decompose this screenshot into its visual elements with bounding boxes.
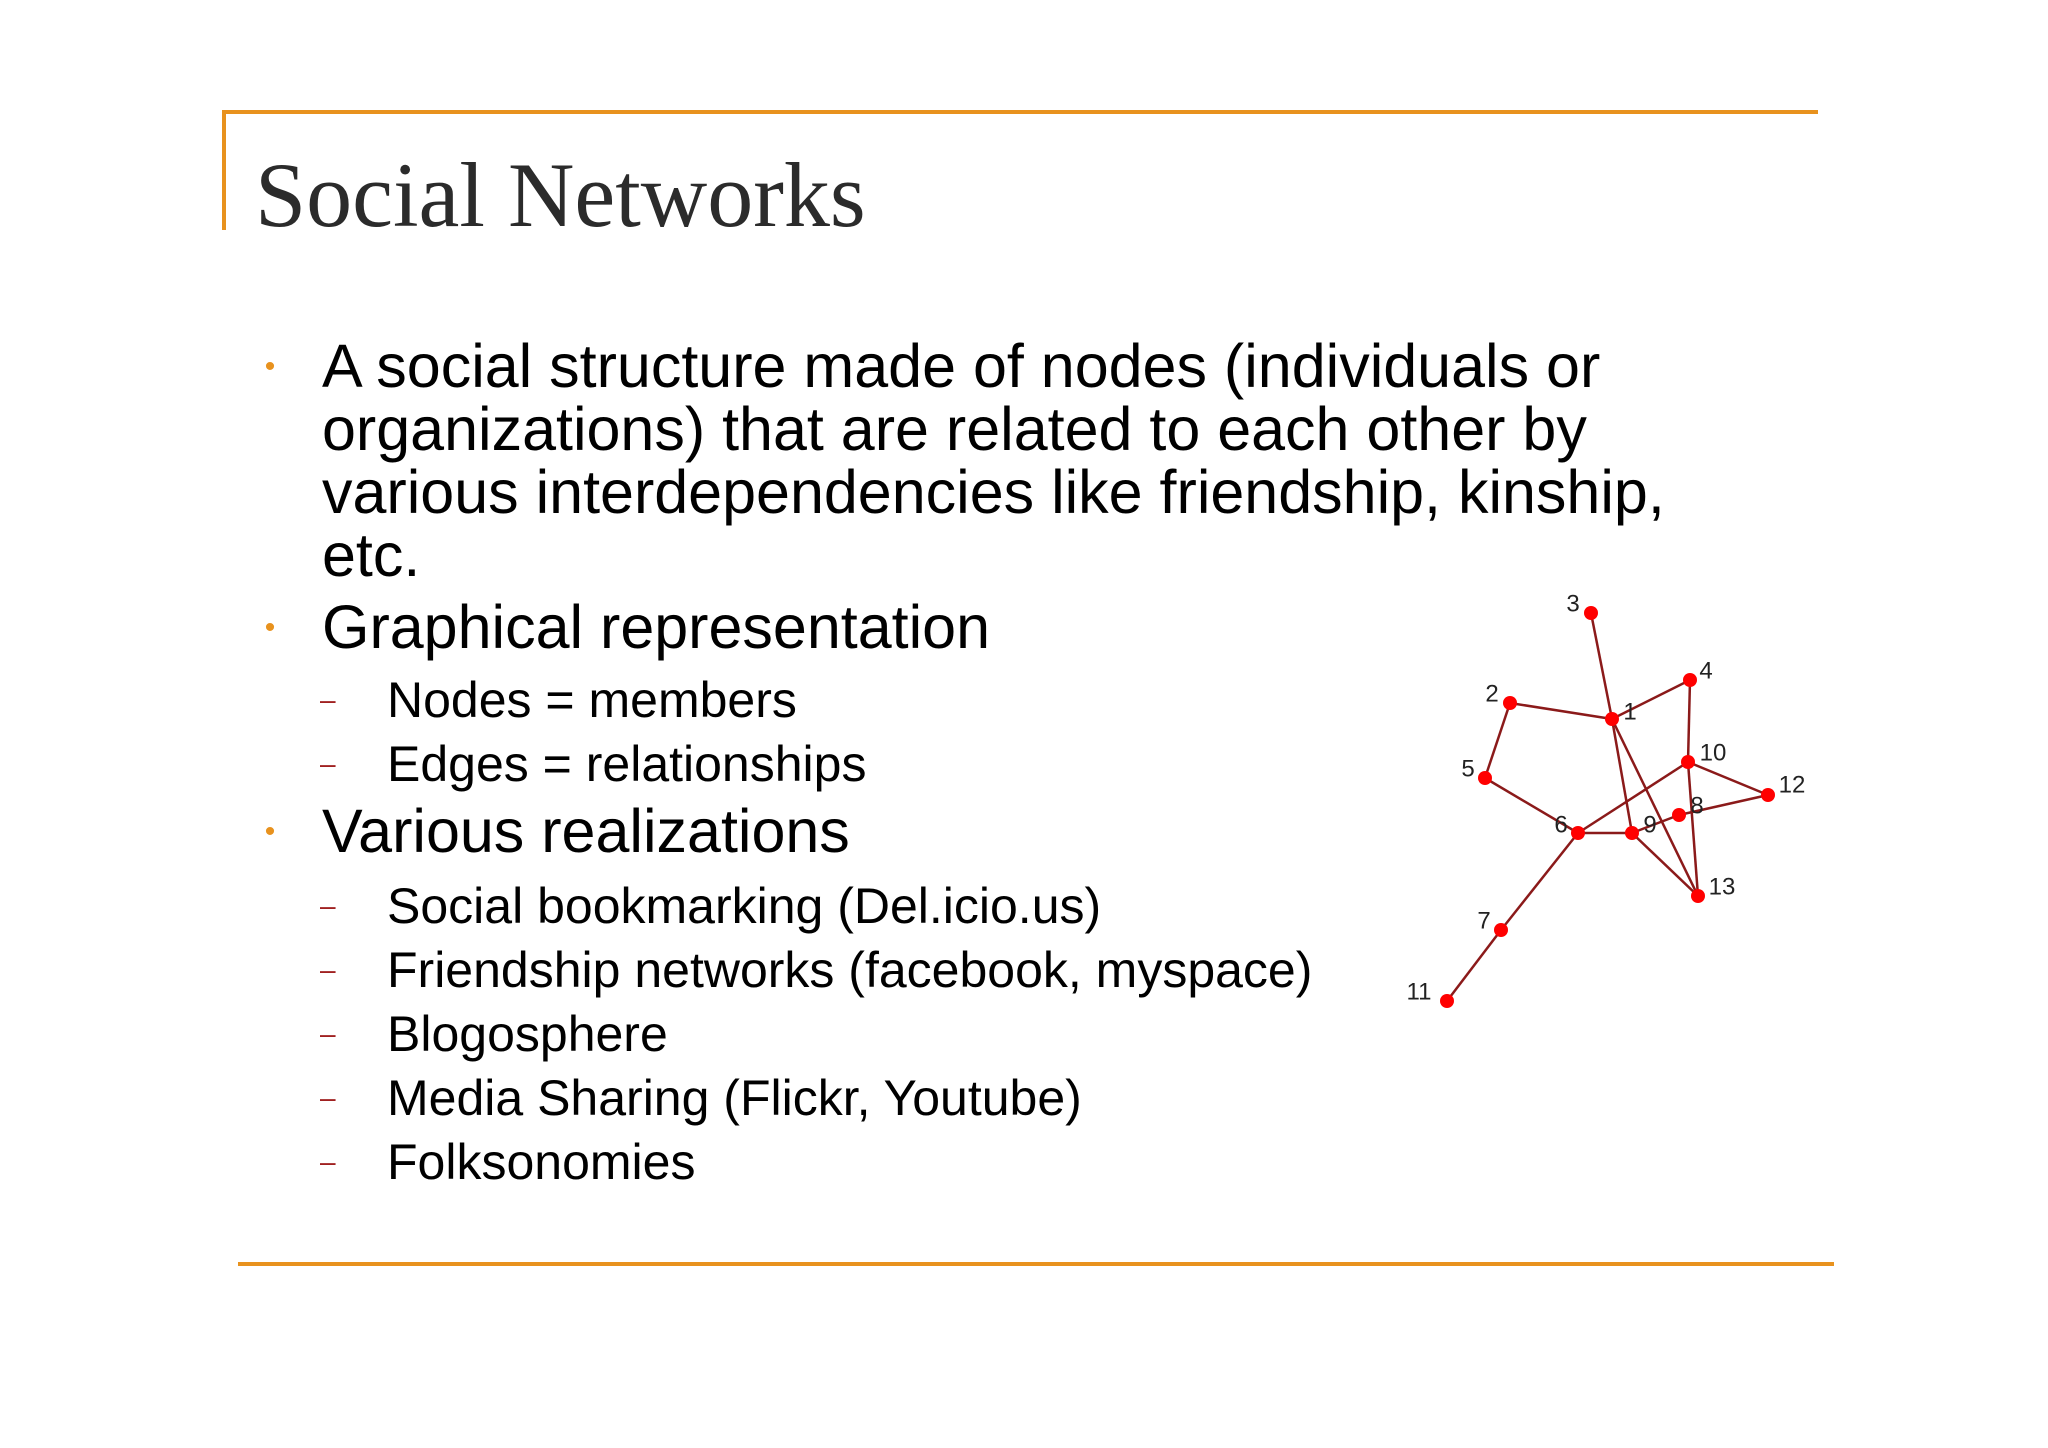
network-edges <box>1447 613 1768 1001</box>
edge-1-9 <box>1612 719 1632 833</box>
sub-item-text: Blogosphere <box>387 1006 668 1062</box>
edge-4-10 <box>1688 680 1690 762</box>
bullet-dot-icon: • <box>264 350 276 383</box>
dash-icon: – <box>320 1082 336 1113</box>
node-label-3: 3 <box>1566 590 1580 618</box>
node-8 <box>1672 808 1686 822</box>
network-labels <box>1407 590 1806 1005</box>
node-5 <box>1478 771 1492 785</box>
node-13 <box>1691 889 1705 903</box>
dash-icon: – <box>320 684 336 715</box>
node-label-8: 8 <box>1690 792 1704 820</box>
bottom-accent-rule <box>238 1262 1834 1266</box>
edge-9-13 <box>1632 833 1698 896</box>
edge-7-11 <box>1447 930 1501 1001</box>
network-nodes <box>1440 606 1775 1008</box>
edge-6-7 <box>1501 833 1578 930</box>
node-label-6: 6 <box>1554 811 1568 839</box>
node-9 <box>1625 826 1639 840</box>
node-label-1: 1 <box>1623 698 1637 726</box>
sub-item-text: Media Sharing (Flickr, Youtube) <box>387 1070 1082 1126</box>
node-12 <box>1761 788 1775 802</box>
bullet-dot-icon: • <box>264 611 276 644</box>
node-10 <box>1681 755 1695 769</box>
edge-1-13 <box>1612 719 1698 896</box>
sub-item-text: Edges = relationships <box>387 736 867 792</box>
sub-item-text: Folksonomies <box>387 1134 696 1190</box>
node-1 <box>1605 712 1619 726</box>
node-label-11: 11 <box>1406 978 1432 1006</box>
node-label-7: 7 <box>1477 907 1491 935</box>
node-label-12: 12 <box>1778 771 1806 799</box>
edge-2-5 <box>1485 703 1510 778</box>
node-label-9: 9 <box>1643 811 1657 839</box>
dash-icon: – <box>320 954 336 985</box>
sub-item-text: Social bookmarking (Del.icio.us) <box>387 878 1102 934</box>
node-2 <box>1503 696 1517 710</box>
node-7 <box>1494 923 1508 937</box>
node-4 <box>1683 673 1697 687</box>
node-label-4: 4 <box>1699 657 1713 685</box>
dash-icon: – <box>320 748 336 779</box>
node-11 <box>1440 994 1454 1008</box>
bullet-dot-icon: • <box>264 815 276 848</box>
node-label-13: 13 <box>1708 873 1736 901</box>
sub-item-text: Friendship networks (facebook, myspace) <box>387 942 1313 998</box>
node-6 <box>1571 826 1585 840</box>
edge-2-1 <box>1510 703 1612 719</box>
dash-icon: – <box>320 1018 336 1049</box>
bullet-text: A social structure made of nodes (individuals or organizations) that are related to each other by various interdependencies like friendship, kinship, etc. <box>322 332 1665 589</box>
edge-10-6 <box>1578 762 1688 833</box>
edge-10-12 <box>1688 762 1768 795</box>
dash-icon: – <box>320 1146 336 1177</box>
node-label-10: 10 <box>1699 739 1727 767</box>
bullet-text: Various realizations <box>322 797 850 865</box>
bullet-text: Graphical representation <box>322 593 990 661</box>
node-3 <box>1584 606 1598 620</box>
slide-title: Social Networks <box>255 144 866 246</box>
sub-item-text: Nodes = members <box>387 672 797 728</box>
dash-icon: – <box>320 890 336 921</box>
node-label-5: 5 <box>1461 755 1475 783</box>
edge-3-1 <box>1591 613 1612 719</box>
node-label-2: 2 <box>1485 680 1499 708</box>
